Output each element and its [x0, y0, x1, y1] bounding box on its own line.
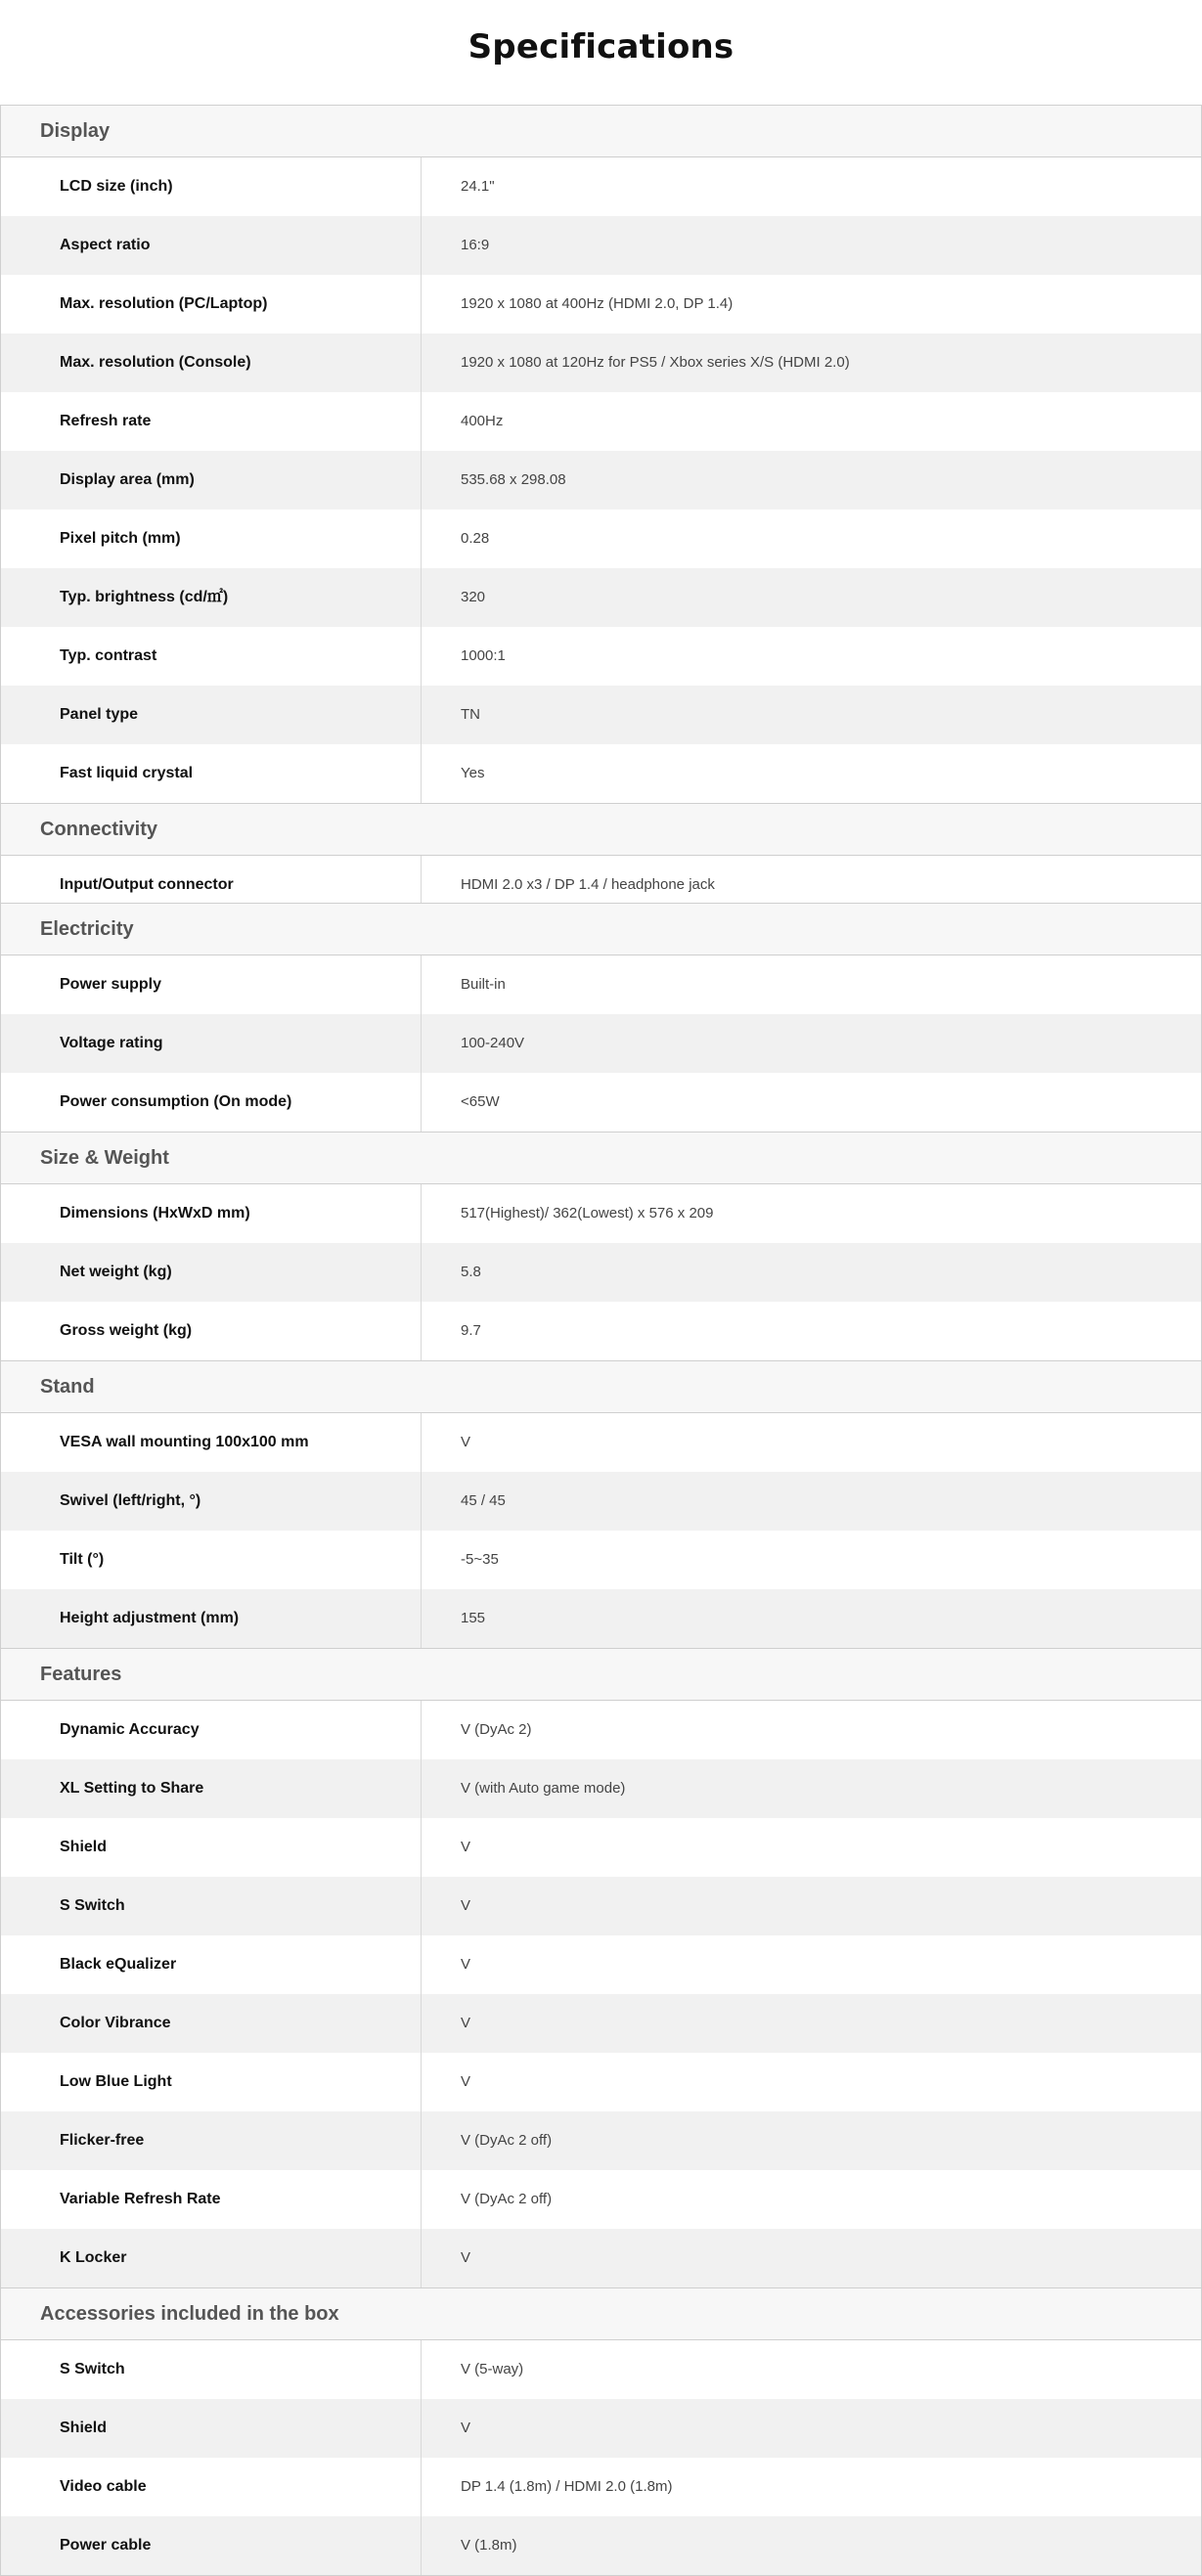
spec-section [1, 903, 1201, 1132]
spec-row [1, 1589, 1201, 1648]
spec-label: Power consumption (On mode) [1, 1073, 422, 1132]
spec-value: 24.1" [461, 178, 495, 195]
spec-value: V (DyAc 2 off) [461, 2191, 553, 2207]
spec-value: V [461, 2073, 471, 2090]
spec-row [1, 2229, 1201, 2287]
specifications-table [0, 105, 1202, 2576]
spec-value: -5~35 [461, 1551, 499, 1568]
spec-value: V [461, 1434, 471, 1450]
page-title: Specifications [467, 27, 735, 67]
spec-value: 16:9 [461, 237, 490, 253]
spec-value: V (DyAc 2 off) [461, 2132, 553, 2149]
spec-value: V [461, 1956, 471, 1973]
spec-label: Shield [1, 2399, 422, 2458]
spec-value: DP 1.4 (1.8m) / HDMI 2.0 (1.8m) [461, 2478, 673, 2495]
spec-row [1, 1935, 1201, 1994]
spec-row [1, 686, 1201, 744]
section-header: Size & Weight [1, 1132, 1201, 1184]
spec-section [1, 803, 1201, 903]
spec-label: Swivel (left/right, °) [1, 1472, 422, 1531]
spec-label: XL Setting to Share [1, 1759, 422, 1818]
spec-value: 1000:1 [461, 647, 506, 664]
spec-label: Variable Refresh Rate [1, 2170, 422, 2229]
spec-label: Black eQualizer [1, 1935, 422, 1994]
spec-row [1, 510, 1201, 568]
spec-value: 1920 x 1080 at 120Hz for PS5 / Xbox series X/S (HDMI 2.0) [461, 354, 850, 371]
spec-row [1, 2170, 1201, 2229]
spec-label: Dynamic Accuracy [1, 1701, 422, 1759]
spec-value: Yes [461, 765, 485, 781]
spec-label: S Switch [1, 2340, 422, 2399]
spec-value: V (5-way) [461, 2361, 524, 2377]
spec-row [1, 1994, 1201, 2053]
spec-row [1, 2399, 1201, 2458]
spec-row [1, 1818, 1201, 1877]
spec-value: <65W [461, 1093, 500, 1110]
spec-label: Input/Output connector [1, 856, 422, 903]
spec-value: 5.8 [461, 1264, 481, 1280]
spec-value: V [461, 1897, 471, 1914]
spec-value: Built-in [461, 976, 506, 993]
spec-label: Gross weight (kg) [1, 1302, 422, 1360]
spec-value: 1920 x 1080 at 400Hz (HDMI 2.0, DP 1.4) [461, 295, 734, 312]
spec-row [1, 1759, 1201, 1818]
spec-label: Fast liquid crystal [1, 744, 422, 803]
spec-row [1, 1073, 1201, 1132]
spec-label: Refresh rate [1, 392, 422, 451]
spec-label: Voltage rating [1, 1014, 422, 1073]
spec-section [1, 1360, 1201, 1648]
spec-row [1, 333, 1201, 392]
spec-value: 400Hz [461, 413, 504, 429]
spec-value: V (with Auto game mode) [461, 1780, 626, 1797]
spec-row [1, 1701, 1201, 1759]
spec-section [1, 105, 1201, 803]
spec-section [1, 2287, 1201, 2575]
spec-value: 155 [461, 1610, 486, 1626]
section-header: Display [1, 105, 1201, 157]
spec-label: LCD size (inch) [1, 157, 422, 216]
spec-value: 0.28 [461, 530, 490, 547]
spec-row [1, 2053, 1201, 2111]
spec-row [1, 1877, 1201, 1935]
spec-row [1, 1184, 1201, 1243]
spec-label: Aspect ratio [1, 216, 422, 275]
spec-value: 535.68 x 298.08 [461, 471, 566, 488]
spec-value: 320 [461, 589, 486, 605]
spec-row [1, 1302, 1201, 1360]
spec-row [1, 1243, 1201, 1302]
section-header: Stand [1, 1360, 1201, 1413]
spec-value: HDMI 2.0 x3 / DP 1.4 / headphone jack [461, 876, 715, 893]
spec-label: Color Vibrance [1, 1994, 422, 2053]
spec-row [1, 744, 1201, 803]
section-header: Accessories included in the box [1, 2287, 1201, 2340]
spec-label: Shield [1, 1818, 422, 1877]
spec-row [1, 2516, 1201, 2575]
spec-label: Height adjustment (mm) [1, 1589, 422, 1648]
spec-label: Video cable [1, 2458, 422, 2516]
spec-row [1, 2458, 1201, 2516]
spec-row [1, 955, 1201, 1014]
section-header: Electricity [1, 903, 1201, 955]
spec-label: Typ. brightness (cd/㎡) [1, 568, 422, 627]
spec-label: VESA wall mounting 100x100 mm [1, 1413, 422, 1472]
spec-row [1, 451, 1201, 510]
spec-value: V (1.8m) [461, 2537, 517, 2554]
spec-label: S Switch [1, 1877, 422, 1935]
spec-value: 45 / 45 [461, 1492, 506, 1509]
spec-row [1, 1472, 1201, 1531]
spec-label: Low Blue Light [1, 2053, 422, 2111]
spec-section [1, 1648, 1201, 2287]
spec-label: Typ. contrast [1, 627, 422, 686]
spec-label: Tilt (°) [1, 1531, 422, 1589]
spec-label: Max. resolution (Console) [1, 333, 422, 392]
spec-row [1, 1014, 1201, 1073]
spec-row [1, 627, 1201, 686]
spec-row [1, 157, 1201, 216]
spec-label: Display area (mm) [1, 451, 422, 510]
spec-value: V [461, 2249, 471, 2266]
spec-value: V [461, 2015, 471, 2031]
spec-label: Dimensions (HxWxD mm) [1, 1184, 422, 1243]
spec-row [1, 1531, 1201, 1589]
spec-value: TN [461, 706, 480, 723]
spec-row [1, 216, 1201, 275]
spec-label: K Locker [1, 2229, 422, 2287]
section-header: Features [1, 1648, 1201, 1701]
spec-value: V [461, 1839, 471, 1855]
spec-row [1, 1413, 1201, 1472]
spec-value: 100-240V [461, 1035, 525, 1051]
spec-row [1, 392, 1201, 451]
spec-value: V (DyAc 2) [461, 1721, 532, 1738]
spec-label: Pixel pitch (mm) [1, 510, 422, 568]
spec-label: Net weight (kg) [1, 1243, 422, 1302]
spec-label: Max. resolution (PC/Laptop) [1, 275, 422, 333]
spec-label: Panel type [1, 686, 422, 744]
spec-row [1, 856, 1201, 903]
spec-value: V [461, 2420, 471, 2436]
spec-value: 517(Highest)/ 362(Lowest) x 576 x 209 [461, 1205, 714, 1221]
spec-label: Power supply [1, 955, 422, 1014]
spec-row [1, 568, 1201, 627]
spec-row [1, 2111, 1201, 2170]
spec-row [1, 2340, 1201, 2399]
spec-value: 9.7 [461, 1322, 481, 1339]
spec-label: Flicker-free [1, 2111, 422, 2170]
spec-row [1, 275, 1201, 333]
spec-label: Power cable [1, 2516, 422, 2575]
spec-section [1, 1132, 1201, 1360]
section-header: Connectivity [1, 803, 1201, 856]
